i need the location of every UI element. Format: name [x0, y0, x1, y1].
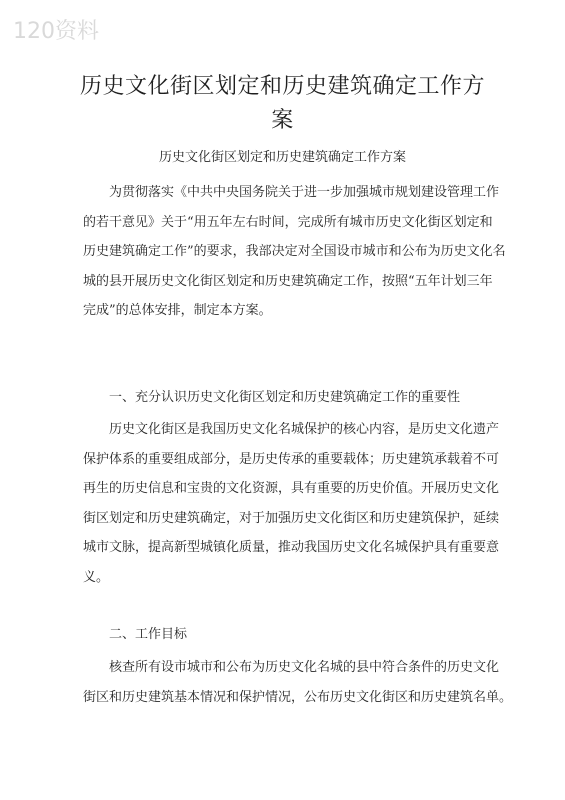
- section-1-line: 再生的历史信息和宝贵的文化资源，具有重要的历史价值。开展历史文化: [83, 481, 500, 496]
- section-1-line: 义。: [83, 569, 110, 585]
- section-2-line: 街区和历史建筑基本情况和保护情况，公布历史文化街区和历史建筑名单。: [83, 689, 513, 705]
- section-1-line: 街区划定和历史建筑确定，对于加强历史文化街区和历史建筑保护，延续: [83, 510, 500, 526]
- document-subtitle: 历史文化街区划定和历史建筑确定工作方案: [158, 150, 406, 165]
- section-1-line: 历史文化街区是我国历史文化名城保护的核心内容，是历史文化遗产: [109, 422, 500, 437]
- title-line-1: 历史文化街区划定和历史建筑确定工作方: [79, 74, 485, 99]
- section-1-paragraph: [83, 415, 498, 592]
- document-title: [60, 70, 505, 138]
- section-1-heading: 一、充分认识历史文化街区划定和历史建筑确定工作的重要性: [109, 390, 461, 405]
- section-1-line: 城市文脉，提高新型城镇化质量，推动我国历史文化名城保护具有重要意: [83, 540, 500, 555]
- section-2-line: 核查所有设市城市和公布为历史文化名城的县中符合条件的历史文化: [109, 660, 500, 675]
- intro-line: 完成”的总体安排，制定本方案。: [83, 303, 272, 318]
- watermark-logo: 120资料: [13, 19, 99, 44]
- section-2-paragraph: [83, 653, 513, 712]
- intro-paragraph: [83, 178, 506, 326]
- section-1-line: 保护体系的重要组成部分，是历史传承的重要载体；历史建筑承载着不可: [83, 451, 500, 467]
- title-line-2: 案: [271, 108, 294, 133]
- section-2-heading: 二、工作目标: [109, 627, 188, 642]
- intro-line: 城的县开展历史文化街区划定和历史建筑确定工作，按照“五年计划三年: [83, 273, 493, 289]
- intro-line: 为贯彻落实《中共中央国务院关于进一步加强城市规划建设管理工作: [109, 185, 500, 200]
- intro-line: 历史建筑确定工作”的要求，我部决定对全国设市城市和公布为历史文化名: [83, 244, 506, 259]
- intro-line: 的若干意见》关于“用五年左右时间，完成所有城市历史文化街区划定和: [83, 214, 493, 230]
